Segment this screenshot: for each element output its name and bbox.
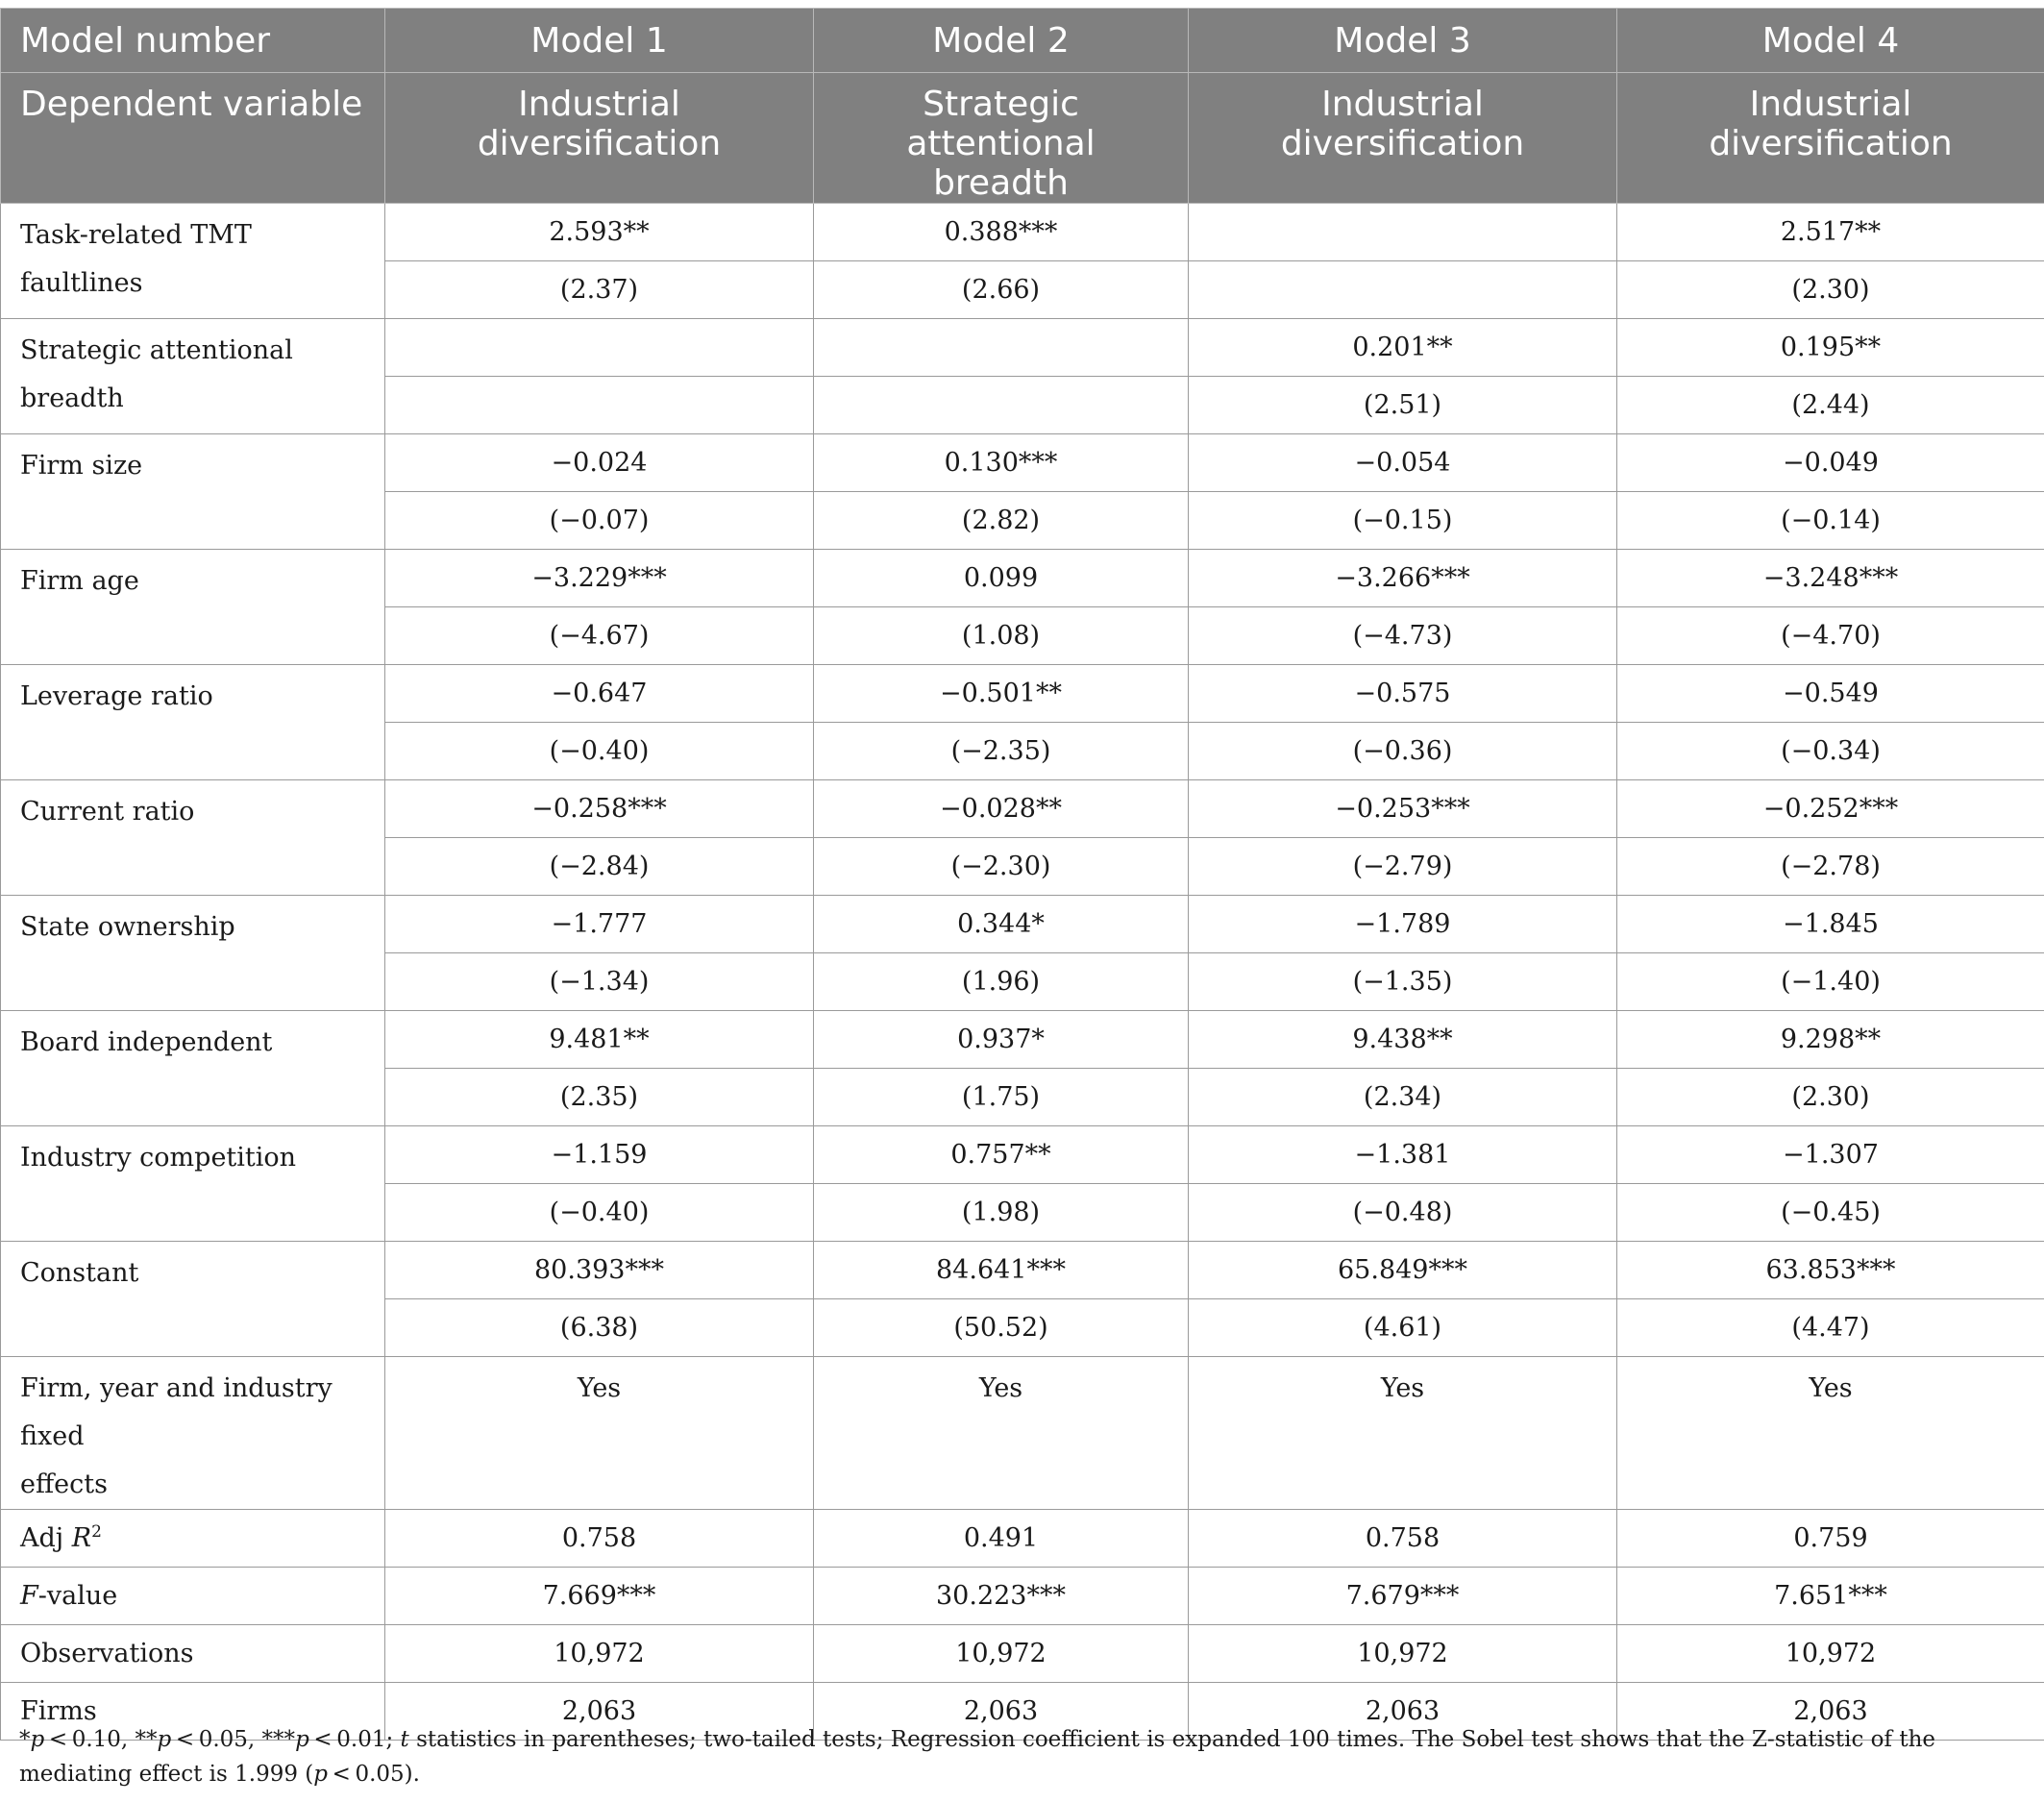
f-value-model-3: 7.679*** — [1189, 1568, 1617, 1625]
f-value-suffix: -value — [37, 1580, 118, 1611]
row-label-f-value — [1, 1568, 385, 1625]
row-label-board-independent: Board independent — [1, 1011, 385, 1126]
tstat-firm-size-model-2: (2.82) — [814, 492, 1189, 550]
coef-constant-model-1: 80.393*** — [385, 1242, 814, 1299]
coef-task-related-tmt-faultlines-model-4: 2.517** — [1617, 204, 2044, 261]
coef-strategic-attentional-breadth-model-1 — [385, 319, 814, 377]
f-value-model-2: 30.223*** — [814, 1568, 1189, 1625]
dependent-var-model-3 — [1189, 73, 1617, 204]
tstat-industry-competition-model-1: (−0.40) — [385, 1184, 814, 1242]
table-row-task-related-tmt-faultlines — [1, 204, 2044, 261]
fixed-effects-model-4: Yes — [1617, 1357, 2044, 1510]
dependent-var-line2: breadth — [933, 163, 1069, 203]
tstat-strategic-attentional-breadth-model-1 — [385, 377, 814, 434]
row-label-task-related-tmt-faultlines: Task-related TMT faultlines — [1, 204, 385, 319]
row-label-state-ownership: State ownership — [1, 896, 385, 1011]
coef-firm-size-model-1: −0.024 — [385, 434, 814, 492]
tstat-constant-model-4: (4.47) — [1617, 1299, 2044, 1357]
adj-r2-model-4: 0.759 — [1617, 1510, 2044, 1568]
table-row-state-ownership — [1, 896, 2044, 953]
dependent-var-line2: diversification — [1280, 124, 1525, 163]
tstat-firm-size-model-1: (−0.07) — [385, 492, 814, 550]
row-label-leverage-ratio: Leverage ratio — [1, 665, 385, 780]
tstat-state-ownership-model-1: (−1.34) — [385, 953, 814, 1011]
tstat-state-ownership-model-2: (1.96) — [814, 953, 1189, 1011]
row-label-firm-size: Firm size — [1, 434, 385, 550]
fixed-effects-model-3: Yes — [1189, 1357, 1617, 1510]
table-row-leverage-ratio — [1, 665, 2044, 723]
coef-firm-age-model-4: −3.248*** — [1617, 550, 2044, 607]
tstat-task-related-tmt-faultlines-model-3 — [1189, 261, 1617, 319]
row-label-firm-age: Firm age — [1, 550, 385, 665]
coef-leverage-ratio-model-1: −0.647 — [385, 665, 814, 723]
tstat-leverage-ratio-model-1: (−0.40) — [385, 723, 814, 780]
adj-r2-prefix: Adj — [20, 1522, 72, 1553]
tstat-current-ratio-model-4: (−2.78) — [1617, 838, 2044, 896]
note-t: t — [400, 1727, 409, 1752]
adj-r2-var: R — [71, 1522, 92, 1553]
table-row-firm-size — [1, 434, 2044, 492]
tstat-constant-model-3: (4.61) — [1189, 1299, 1617, 1357]
row-label-industry-competition: Industry competition — [1, 1126, 385, 1242]
note-p: p — [30, 1727, 45, 1752]
dependent-var-line2: diversification — [477, 124, 722, 163]
fixed-effects-label-line2: effects — [20, 1470, 108, 1499]
dependent-var-model-1 — [385, 73, 814, 204]
tstat-task-related-tmt-faultlines-model-1: (2.37) — [385, 261, 814, 319]
tstat-industry-competition-model-2: (1.98) — [814, 1184, 1189, 1242]
coef-leverage-ratio-model-2: −0.501** — [814, 665, 1189, 723]
model-2-header: Model 2 — [814, 9, 1189, 73]
coef-task-related-tmt-faultlines-model-3 — [1189, 204, 1617, 261]
coef-board-independent-model-3: 9.438** — [1189, 1011, 1617, 1069]
adj-r2-model-3: 0.758 — [1189, 1510, 1617, 1568]
coef-strategic-attentional-breadth-model-3: 0.201** — [1189, 319, 1617, 377]
f-value-var: F — [20, 1580, 38, 1611]
fixed-effects-model-2: Yes — [814, 1357, 1189, 1510]
dependent-var-model-2 — [814, 73, 1189, 204]
tstat-current-ratio-model-3: (−2.79) — [1189, 838, 1617, 896]
model-4-header: Model 4 — [1617, 9, 2044, 73]
note-text: statistics in parentheses; two-tailed tests; Regression coefficient is expanded 100 times. The Sobel test shows that the Z-statistic of the mediating effect is 1.999 ( — [19, 1727, 1936, 1787]
table-footnote — [19, 1722, 2028, 1791]
tstat-firm-age-model-1: (−4.67) — [385, 607, 814, 665]
tstat-task-related-tmt-faultlines-model-2: (2.66) — [814, 261, 1189, 319]
fixed-effects-label-line1: Firm, year and industry fixed — [20, 1373, 332, 1451]
dependent-var-line1: Industrial — [518, 85, 680, 124]
observations-model-4: 10,972 — [1617, 1625, 2044, 1683]
coef-firm-size-model-3: −0.054 — [1189, 434, 1617, 492]
observations-model-1: 10,972 — [385, 1625, 814, 1683]
coef-leverage-ratio-model-3: −0.575 — [1189, 665, 1617, 723]
coef-strategic-attentional-breadth-model-2 — [814, 319, 1189, 377]
table-row-adj-r2 — [1, 1510, 2044, 1568]
tstat-strategic-attentional-breadth-model-4: (2.44) — [1617, 377, 2044, 434]
coef-firm-size-model-4: −0.049 — [1617, 434, 2044, 492]
tstat-board-independent-model-3: (2.34) — [1189, 1069, 1617, 1126]
dependent-var-line1: Industrial — [1749, 85, 1912, 124]
tstat-constant-model-1: (6.38) — [385, 1299, 814, 1357]
coef-current-ratio-model-2: −0.028** — [814, 780, 1189, 838]
tstat-task-related-tmt-faultlines-model-4: (2.30) — [1617, 261, 2044, 319]
header-row-model-number — [1, 9, 2044, 73]
table-row-current-ratio — [1, 780, 2044, 838]
tstat-strategic-attentional-breadth-model-3: (2.51) — [1189, 377, 1617, 434]
fixed-effects-model-1: Yes — [385, 1357, 814, 1510]
coef-firm-age-model-3: −3.266*** — [1189, 550, 1617, 607]
coef-state-ownership-model-1: −1.777 — [385, 896, 814, 953]
tstat-firm-size-model-4: (−0.14) — [1617, 492, 2044, 550]
tstat-industry-competition-model-3: (−0.48) — [1189, 1184, 1617, 1242]
coef-board-independent-model-4: 9.298** — [1617, 1011, 2044, 1069]
coef-current-ratio-model-1: −0.258*** — [385, 780, 814, 838]
coef-state-ownership-model-4: −1.845 — [1617, 896, 2044, 953]
regression-table — [0, 8, 2044, 1741]
coef-board-independent-model-1: 9.481** — [385, 1011, 814, 1069]
coef-firm-age-model-2: 0.099 — [814, 550, 1189, 607]
tstat-firm-age-model-4: (−4.70) — [1617, 607, 2044, 665]
table-row-industry-competition — [1, 1126, 2044, 1184]
coef-current-ratio-model-3: −0.253*** — [1189, 780, 1617, 838]
tstat-current-ratio-model-1: (−2.84) — [385, 838, 814, 896]
tstat-firm-size-model-3: (−0.15) — [1189, 492, 1617, 550]
row-label-constant: Constant — [1, 1242, 385, 1357]
tstat-state-ownership-model-4: (−1.40) — [1617, 953, 2044, 1011]
row-label-strategic-attentional-breadth: Strategic attentional breadth — [1, 319, 385, 434]
firms-model-1: 2,063 — [385, 1683, 814, 1741]
coef-constant-model-3: 65.849*** — [1189, 1242, 1617, 1299]
tstat-current-ratio-model-2: (−2.30) — [814, 838, 1189, 896]
note-text: < 0.05, *** — [171, 1727, 296, 1752]
table-body — [1, 204, 2044, 1741]
table-row-fixed-effects — [1, 1357, 2044, 1510]
tstat-leverage-ratio-model-3: (−0.36) — [1189, 723, 1617, 780]
tstat-board-independent-model-4: (2.30) — [1617, 1069, 2044, 1126]
coef-industry-competition-model-4: −1.307 — [1617, 1126, 2044, 1184]
coef-constant-model-2: 84.641*** — [814, 1242, 1189, 1299]
coef-task-related-tmt-faultlines-model-2: 0.388*** — [814, 204, 1189, 261]
coef-firm-size-model-2: 0.130*** — [814, 434, 1189, 492]
observations-model-2: 10,972 — [814, 1625, 1189, 1683]
coef-strategic-attentional-breadth-model-4: 0.195** — [1617, 319, 2044, 377]
tstat-industry-competition-model-4: (−0.45) — [1617, 1184, 2044, 1242]
dependent-var-model-4 — [1617, 73, 2044, 204]
tstat-constant-model-2: (50.52) — [814, 1299, 1189, 1357]
coef-firm-age-model-1: −3.229*** — [385, 550, 814, 607]
note-text: < 0.01; — [308, 1727, 401, 1752]
table-row-f-value — [1, 1568, 2044, 1625]
note-p: p — [157, 1727, 172, 1752]
firms-model-3: 2,063 — [1189, 1683, 1617, 1741]
header-row-dependent-variable — [1, 73, 2044, 204]
note-text: * — [19, 1727, 31, 1752]
dependent-var-line1: Industrial — [1321, 85, 1484, 124]
coef-current-ratio-model-4: −0.252*** — [1617, 780, 2044, 838]
table-row-firm-age — [1, 550, 2044, 607]
row-label-adj-r2 — [1, 1510, 385, 1568]
row-label-observations: Observations — [1, 1625, 385, 1683]
tstat-board-independent-model-1: (2.35) — [385, 1069, 814, 1126]
tstat-strategic-attentional-breadth-model-2 — [814, 377, 1189, 434]
model-1-header: Model 1 — [385, 9, 814, 73]
f-value-model-4: 7.651*** — [1617, 1568, 2044, 1625]
coef-industry-competition-model-1: −1.159 — [385, 1126, 814, 1184]
f-value-model-1: 7.669*** — [385, 1568, 814, 1625]
model-number-label: Model number — [1, 9, 385, 73]
table-row-constant — [1, 1242, 2044, 1299]
note-p: p — [295, 1727, 309, 1752]
coef-constant-model-4: 63.853*** — [1617, 1242, 2044, 1299]
table-row-strategic-attentional-breadth — [1, 319, 2044, 377]
tstat-board-independent-model-2: (1.75) — [814, 1069, 1189, 1126]
tstat-leverage-ratio-model-2: (−2.35) — [814, 723, 1189, 780]
dependent-var-line1: Strategic attentional — [906, 85, 1096, 163]
tstat-leverage-ratio-model-4: (−0.34) — [1617, 723, 2044, 780]
coef-task-related-tmt-faultlines-model-1: 2.593** — [385, 204, 814, 261]
table-row-observations — [1, 1625, 2044, 1683]
firms-model-2: 2,063 — [814, 1683, 1189, 1741]
coef-board-independent-model-2: 0.937* — [814, 1011, 1189, 1069]
coef-leverage-ratio-model-4: −0.549 — [1617, 665, 2044, 723]
note-text: < 0.05). — [328, 1762, 420, 1787]
row-label-fixed-effects — [1, 1357, 385, 1510]
observations-model-3: 10,972 — [1189, 1625, 1617, 1683]
coef-industry-competition-model-3: −1.381 — [1189, 1126, 1617, 1184]
table-row-board-independent — [1, 1011, 2044, 1069]
coef-state-ownership-model-2: 0.344* — [814, 896, 1189, 953]
tstat-firm-age-model-2: (1.08) — [814, 607, 1189, 665]
note-text: < 0.10, ** — [44, 1727, 158, 1752]
row-label-firms: Firms — [1, 1683, 385, 1741]
tstat-firm-age-model-3: (−4.73) — [1189, 607, 1617, 665]
adj-r2-sup: 2 — [91, 1521, 102, 1542]
adj-r2-model-1: 0.758 — [385, 1510, 814, 1568]
row-label-current-ratio: Current ratio — [1, 780, 385, 896]
coef-industry-competition-model-2: 0.757** — [814, 1126, 1189, 1184]
model-3-header: Model 3 — [1189, 9, 1617, 73]
dependent-variable-label: Dependent variable — [1, 73, 385, 204]
note-p: p — [313, 1762, 328, 1787]
firms-model-4: 2,063 — [1617, 1683, 2044, 1741]
dependent-var-line2: diversification — [1709, 124, 1953, 163]
tstat-state-ownership-model-3: (−1.35) — [1189, 953, 1617, 1011]
coef-state-ownership-model-3: −1.789 — [1189, 896, 1617, 953]
adj-r2-model-2: 0.491 — [814, 1510, 1189, 1568]
